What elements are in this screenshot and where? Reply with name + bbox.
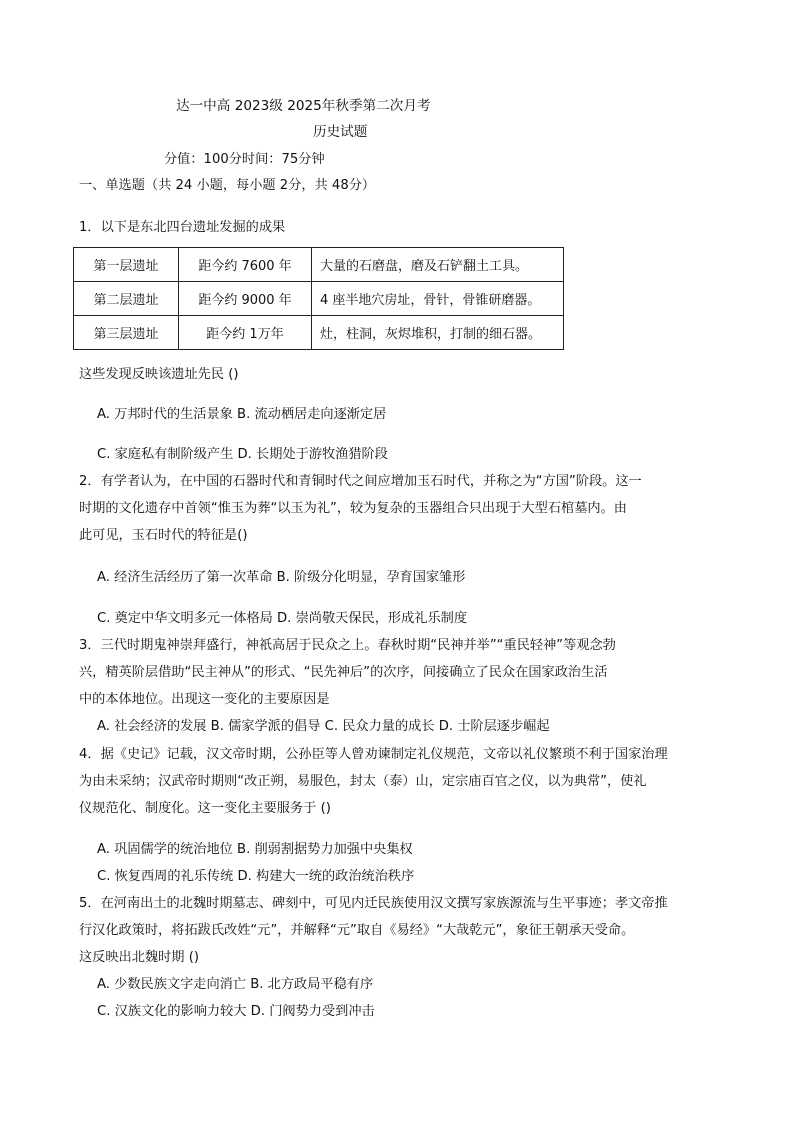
question-stem: 3．三代时期鬼神崇拜盛行，神祇高居于民众之上。春秋时期“民神并举”“重民轻神”等观念勃 [79,638,616,653]
table-cell: 距今约 1万年 [179,316,312,350]
question-text: 这些发现反映该遗址先民 () [79,367,239,382]
exam-subject: 历史试题 [313,124,368,140]
question-stem: 中的本体地位。出现这一变化的主要原因是 [79,692,330,707]
table-cell: 第二层遗址 [74,282,179,316]
site-table [73,247,564,350]
question-stem: 仪规范化、制度化。这一变化主要服务于 () [79,801,331,816]
question-stem: 2．有学者认为，在中国的石器时代和青铜时代之间应增加玉石时代，并称之为“方国”阶段。这一 [79,474,642,489]
question-stem: 时期的文化遗存中首领“惟玉为葬“以玉为礼”，较为复杂的玉器组合只出现于大型石棺墓内。由 [79,501,627,516]
options: A. 社会经济的发展 B. 儒家学派的倡导 C. 民众力量的成长 D. 士阶层逐步崛起 [97,719,550,734]
section-heading: 一、单选题（共 24 小题，每小题 2分，共 48分） [79,178,376,193]
options-cd: C. 奠定中华文明多元一体格局 D. 崇尚敬天保民，形成礼乐制度 [97,611,468,626]
table-cell: 距今约 7600 年 [179,248,312,282]
table-cell: 4 座半地穴房址，骨针，骨锥研磨器。 [312,282,564,316]
table-cell: 第一层遗址 [74,248,179,282]
question-stem: 1．以下是东北四台遗址发掘的成果 [79,220,286,235]
question-stem: 行汉化政策时，将拓跋氏改姓“元”，并解释“元”取自《易经》“大哉乾元”，象征王朝承天受命。 [79,923,635,938]
question-stem: 兴，精英阶层借助“民主神从”的形式、“民先神后”的次序，间接确立了民众在国家政治生活 [79,665,608,680]
options-cd: C. 恢复西周的礼乐传统 D. 构建大一统的政治统治秩序 [97,869,415,884]
table-cell: 距今约 9000 年 [179,282,312,316]
table-row [74,282,564,316]
exam-title: 达一中高 2023级 2025年秋季第二次月考 [176,98,431,114]
table-cell: 大量的石磨盘，磨及石铲翻土工具。 [312,248,564,282]
question-stem: 4．据《史记》记载，汉文帝时期，公孙臣等人曾劝谏制定礼仪规范，文帝以礼仪繁琐不利于国家治理 [79,747,668,762]
options-ab: A. 少数民族文字走向消亡 B. 北方政局平稳有序 [97,977,374,992]
table-row [74,248,564,282]
options-ab: A. 万邦时代的生活景象 B. 流动栖居走向逐渐定居 [97,407,387,422]
question-stem: 这反映出北魏时期 () [79,950,199,965]
options-ab: A. 经济生活经历了第一次革命 B. 阶级分化明显，孕育国家雏形 [97,570,466,585]
table-cell: 第三层遗址 [74,316,179,350]
question-stem: 5．在河南出土的北魏时期墓志、碑刻中，可见内迁民族使用汉文撰写家族源流与生平事迹；孝文帝推 [79,896,668,911]
question-stem: 为由未采纳；汉武帝时期则“改正朔，易服色，封太（泰）山，定宗庙百官之仪，以为典常”，使礼 [79,774,647,789]
question-stem: 此可见，玉石时代的特征是() [79,528,248,543]
options-cd: C. 汉族文化的影响力较大 D. 门阀势力受到冲击 [97,1004,375,1019]
table-row [74,316,564,350]
options-ab: A. 巩固儒学的统治地位 B. 削弱割据势力加强中央集权 [97,842,413,857]
table-cell: 灶，柱洞，灰烬堆积，打制的细石器。 [312,316,564,350]
score-time: 分值：100分时间：75分钟 [164,152,325,167]
options-cd: C. 家庭私有制阶级产生 D. 长期处于游牧渔猎阶段 [97,447,388,462]
